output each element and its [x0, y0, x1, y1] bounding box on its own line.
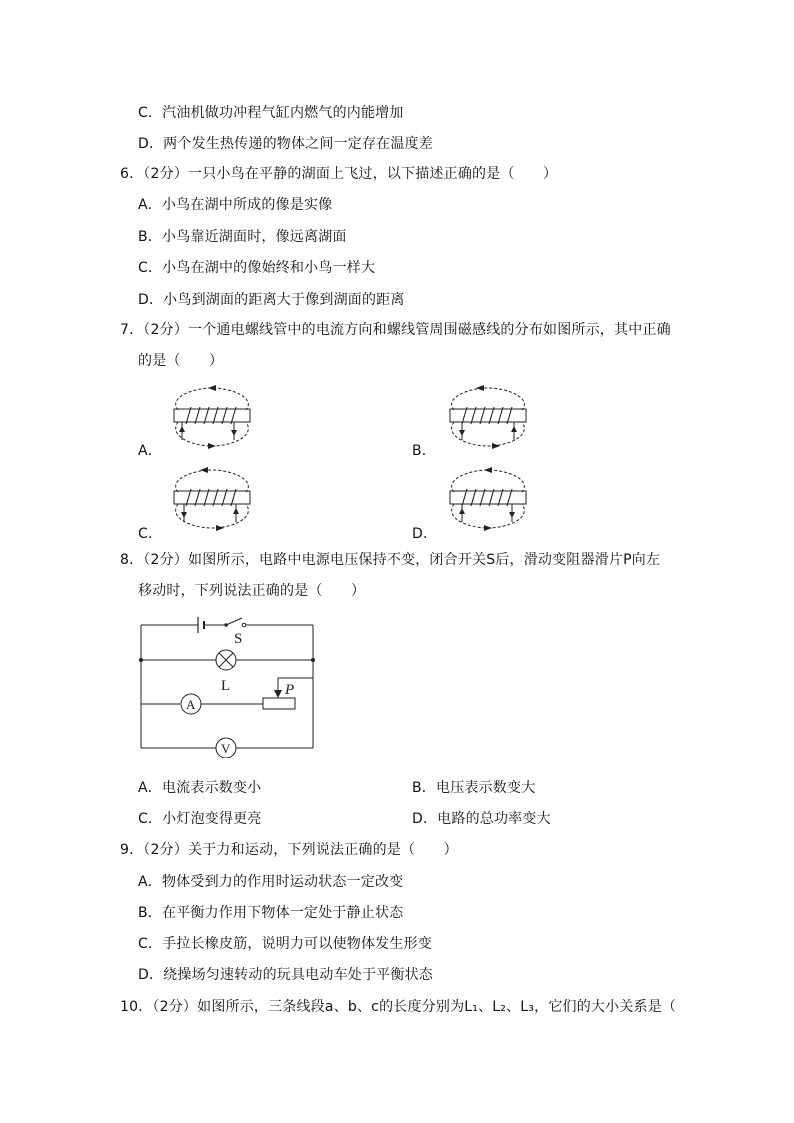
q8-option-b: B．电压表示数变大	[412, 780, 536, 796]
q9-option-d: D．绕操场匀速转动的玩具电动车处于平衡状态	[138, 967, 433, 983]
q10-stem: 10．（2分）如图所示，三条线段a、b、c的长度分别为L₁、L₂、L₃，它们的大小关系是（	[120, 999, 677, 1015]
q7-stem-line2: 的是（ ）	[138, 353, 224, 369]
q9-option-c: C．手拉长橡皮筋，说明力可以使物体发生形变	[138, 936, 432, 952]
q7-solenoid-figure-a	[164, 380, 260, 460]
ammeter-label: A	[186, 697, 196, 712]
q9-option-a: A．物体受到力的作用时运动状态一定改变	[138, 874, 404, 890]
q9-option-b: B．在平衡力作用下物体一定处于静止状态	[138, 905, 404, 921]
voltmeter-label: V	[221, 741, 231, 756]
lamp-label: L	[221, 678, 231, 694]
switch-blade	[226, 618, 242, 625]
q5-option-d: D．两个发生热传递的物体之间一定存在温度差	[138, 136, 433, 152]
q7-label-d: D．	[412, 526, 438, 542]
q6-option-c: C．小鸟在湖中的像始终和小鸟一样大	[138, 260, 376, 276]
q8-option-c: C．小灯泡变得更亮	[138, 811, 262, 827]
q6-option-d: D．小鸟到湖面的距离大于像到湖面的距离	[138, 292, 405, 308]
q6-stem: 6．（2分）一只小鸟在平静的湖面上飞过，以下描述正确的是（ ）	[120, 166, 558, 182]
rheostat	[263, 698, 295, 709]
switch-label: S	[234, 631, 243, 647]
q7-label-b: B．	[412, 443, 437, 459]
q7-stem-line1: 7．（2分）一个通电螺线管中的电流方向和螺线管周围磁感线的分布如图所示，其中正确	[120, 322, 671, 338]
q8-circuit-diagram	[130, 612, 330, 758]
q9-stem: 9．（2分）关于力和运动，下列说法正确的是（ ）	[120, 842, 458, 858]
q8-option-a: A．电流表示数变小	[138, 780, 262, 796]
q6-option-a: A．小鸟在湖中所成的像是实像	[138, 197, 333, 213]
q8-stem-line1: 8．（2分）如图所示，电路中电源电压保持不变，闭合开关S后，滑动变阻器滑片P向左	[120, 552, 661, 568]
q7-label-a: A．	[138, 443, 162, 459]
q5-option-c: C．汽油机做功冲程气缸内燃气的内能增加	[138, 105, 404, 121]
q7-label-c: C．	[138, 526, 163, 542]
slider-arrow	[274, 690, 282, 698]
q6-option-b: B．小鸟靠近湖面时，像远离湖面	[138, 229, 347, 245]
q7-solenoid-figure-c	[164, 462, 260, 542]
q7-solenoid-figure-d	[440, 462, 536, 542]
q8-option-d: D．电路的总功率变大	[412, 811, 551, 827]
slider-label: P	[285, 682, 295, 698]
q8-stem-line2: 移动时，下列说法正确的是（ ）	[138, 583, 366, 599]
q7-solenoid-figure-b	[440, 380, 536, 460]
